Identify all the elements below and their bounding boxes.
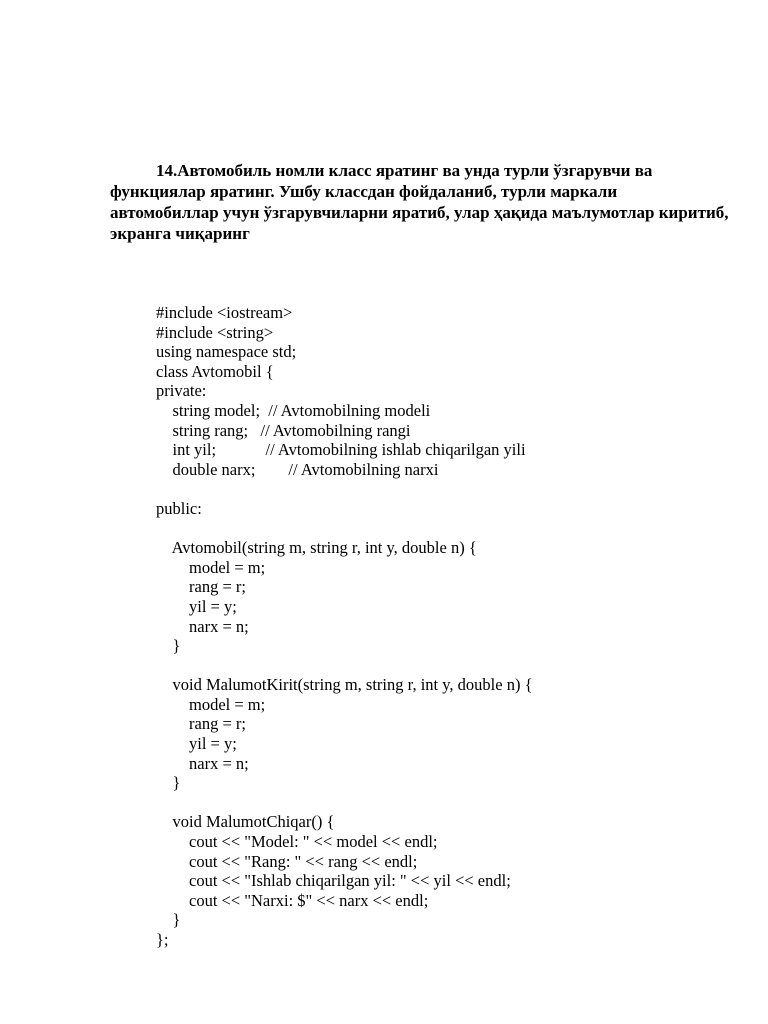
code-line: model = m; <box>156 557 266 577</box>
code-line: using namespace std; <box>156 342 297 362</box>
code-line: class Avtomobil { <box>156 361 274 381</box>
code-line: string model; // Avtomobilning modeli <box>156 400 431 420</box>
code-line: cout << "Narxi: $" << narx << endl; <box>156 890 429 910</box>
code-line: #include <iostream> <box>156 303 293 322</box>
code-line: rang = r; <box>156 577 246 597</box>
code-line: narx = n; <box>156 616 249 636</box>
code-line: cout << "Ishlab chiqarilgan yil: " << yil << endl; <box>156 871 511 891</box>
code-line: int yil; // Avtomobilning ishlab chiqarilgan yili <box>156 440 526 460</box>
code-line <box>156 656 533 676</box>
code-line: public: <box>156 498 202 518</box>
code-block <box>156 303 533 950</box>
code-line: Avtomobil(string m, string r, int y, double n) { <box>156 538 477 558</box>
code-line: void MalumotKirit(string m, string r, int y, double n) { <box>156 675 533 695</box>
code-line <box>156 519 533 539</box>
task-number: 14. <box>156 161 178 180</box>
code-line: }; <box>156 930 169 949</box>
code-line: void MalumotChiqar() { <box>156 812 335 832</box>
code-line <box>156 793 533 813</box>
code-line: rang = r; <box>156 714 246 734</box>
code-line: yil = y; <box>156 596 237 616</box>
code-line: } <box>156 636 181 656</box>
code-line: #include <string> <box>156 322 274 342</box>
code-line: narx = n; <box>156 753 249 773</box>
code-line: cout << "Rang: " << rang << endl; <box>156 851 418 871</box>
task-text: Автомобиль номли класс яратинг ва унда турли ўзгарувчи ва функциялар яратинг. Ушбу классдан фойдаланиб, турли маркали автомобиллар учун ўзгарувчиларни яратиб, улар ҳақида маълумотлар киритиб, экранга чиқаринг <box>110 161 729 243</box>
code-line: yil = y; <box>156 734 237 754</box>
code-line: model = m; <box>156 694 266 714</box>
code-line: double narx; // Avtomobilning narxi <box>156 459 439 479</box>
code-line: } <box>156 910 181 930</box>
code-line <box>156 479 533 499</box>
code-line: } <box>156 773 181 793</box>
code-line: string rang; // Avtomobilning rangi <box>156 420 411 440</box>
code-line: private: <box>156 381 207 401</box>
task-heading <box>110 160 730 244</box>
code-line: cout << "Model: " << model << endl; <box>156 832 438 852</box>
